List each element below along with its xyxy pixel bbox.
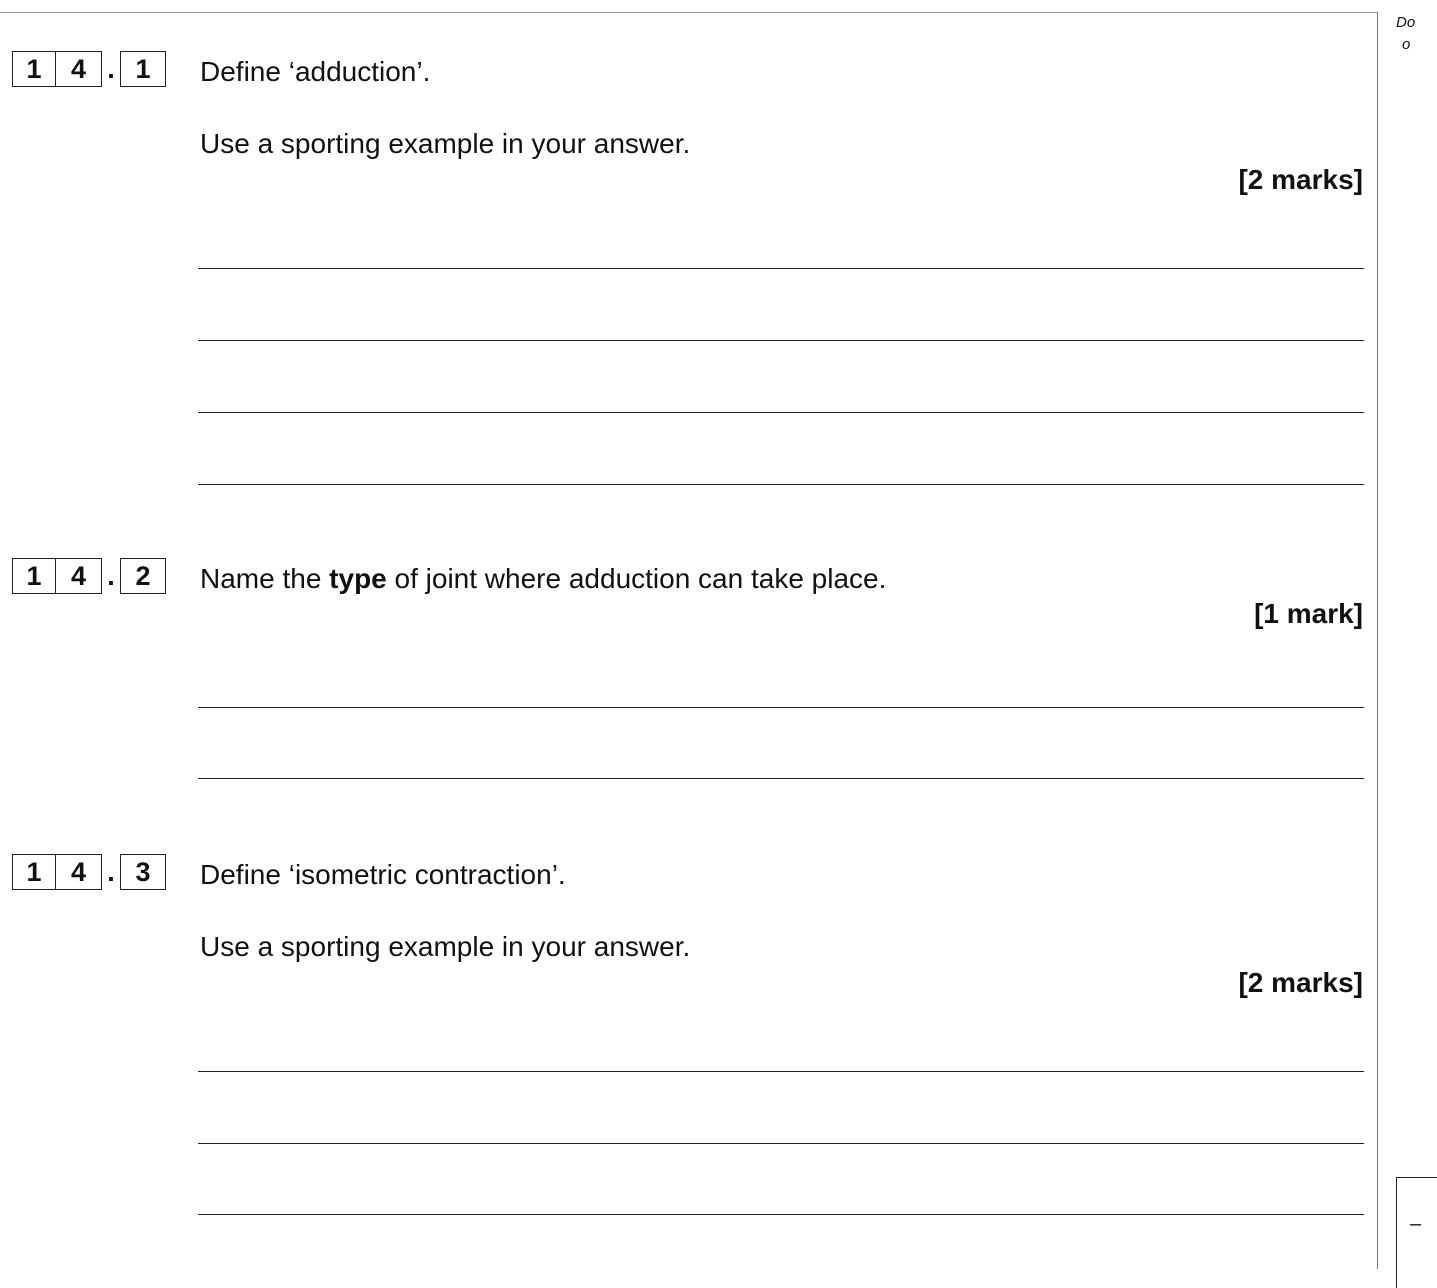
marks-label: [1 mark] — [1254, 598, 1363, 629]
margin-note-line-1: Do — [1396, 14, 1416, 31]
marks-label: [2 marks] — [1238, 164, 1363, 195]
question-digit: 1 — [12, 558, 56, 594]
question-prompt-emphasis: type — [329, 563, 387, 594]
question-prompt — [200, 562, 886, 596]
page-top-rule — [0, 12, 1378, 13]
marks-label: [2 marks] — [1238, 967, 1363, 998]
question-part: 1 — [120, 51, 166, 87]
answer-line[interactable] — [198, 1071, 1364, 1072]
question-part: 3 — [120, 854, 166, 890]
question-prompt-end: of joint where adduction can take place. — [386, 563, 887, 594]
question-number-14-2 — [12, 558, 166, 594]
question-number-14-3 — [12, 854, 166, 890]
question-digit: 4 — [56, 558, 102, 594]
question-dot: . — [107, 561, 115, 591]
answer-line[interactable] — [198, 412, 1364, 413]
question-prompt-start: Name the — [200, 563, 330, 594]
question-prompt: Define ‘adduction’. — [200, 56, 431, 87]
margin-note — [1396, 12, 1426, 56]
question-dot: . — [107, 54, 115, 84]
question-digit: 4 — [56, 854, 102, 890]
answer-line[interactable] — [198, 268, 1364, 269]
answer-line[interactable] — [198, 1214, 1364, 1215]
question-dot: . — [107, 857, 115, 887]
answer-line[interactable] — [198, 340, 1364, 341]
question-digit: 1 — [12, 854, 56, 890]
answer-line[interactable] — [198, 778, 1364, 779]
total-box-mark: – — [1410, 1213, 1422, 1235]
question-instruction: Use a sporting example in your answer. — [200, 128, 691, 159]
answer-line[interactable] — [198, 484, 1364, 485]
margin-note-line-2: o — [1402, 36, 1411, 53]
answer-line[interactable] — [198, 707, 1364, 708]
answer-line[interactable] — [198, 1143, 1364, 1144]
question-digit: 4 — [56, 51, 102, 87]
question-instruction: Use a sporting example in your answer. — [200, 931, 691, 962]
margin-rule — [1377, 12, 1378, 1269]
question-prompt: Define ‘isometric contraction’. — [200, 859, 566, 890]
question-digit: 1 — [12, 51, 56, 87]
question-number-14-1 — [12, 51, 166, 87]
question-part: 2 — [120, 558, 166, 594]
